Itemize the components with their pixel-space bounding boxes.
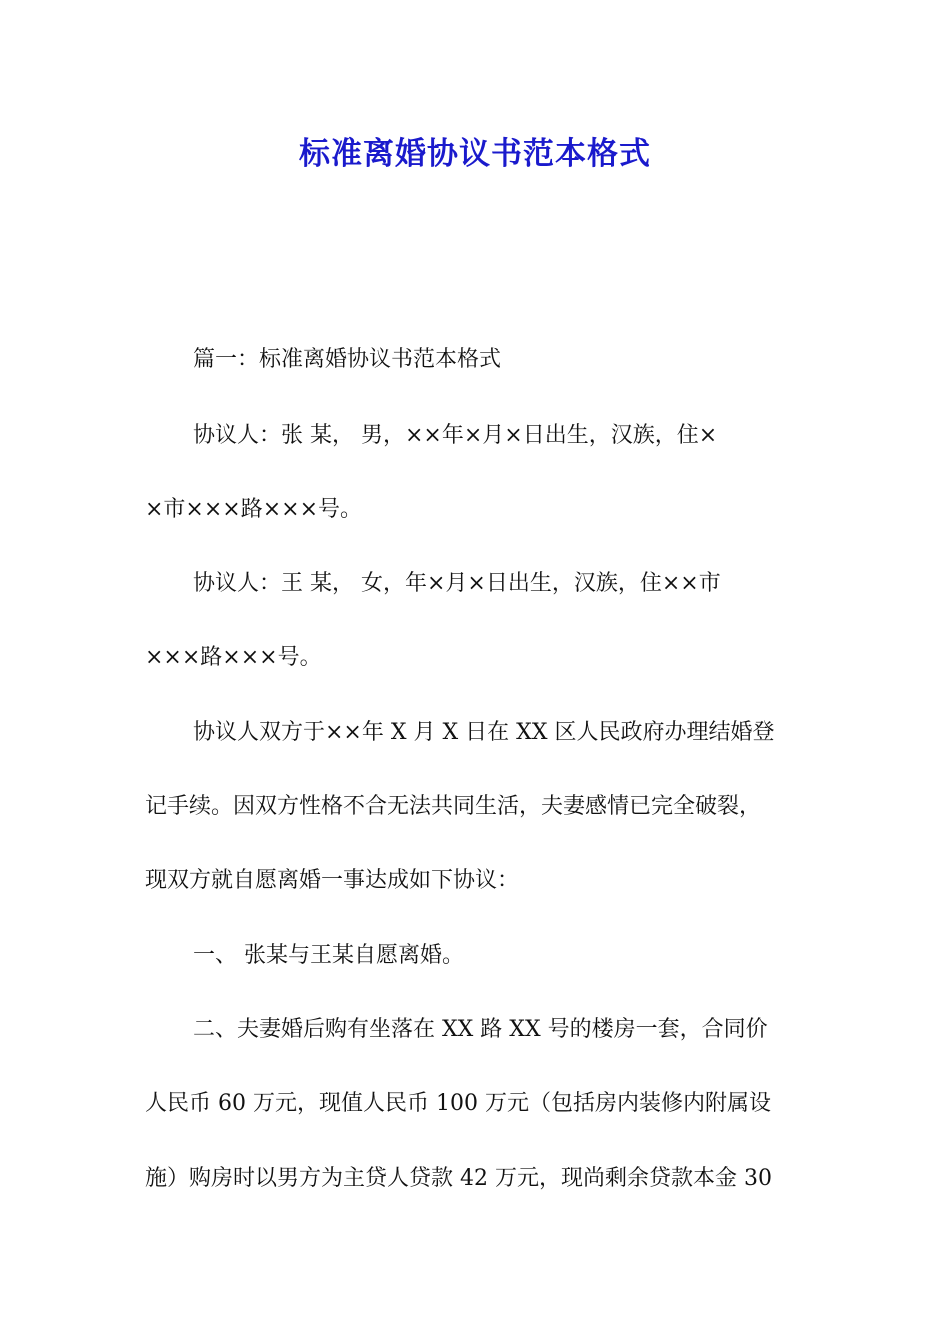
paragraph-line: 协议人：王 某， 女，年×月×日出生，汉族，住××市 <box>193 571 721 596</box>
paragraph-line: ×××路×××号。 <box>145 645 322 670</box>
section-heading: 篇一：标准离婚协议书范本格式 <box>193 347 502 372</box>
paragraph-line: 记手续。因双方性格不合无法共同生活，夫妻感情已完全破裂， <box>145 794 762 819</box>
paragraph-line: 一、 张某与王某自愿离婚。 <box>193 943 464 968</box>
paragraph-line: 协议人双方于××年 X 月 X 日在 XX 区人民政府办理结婚登 <box>193 720 775 745</box>
paragraph-line: ×市×××路×××号。 <box>145 497 363 522</box>
paragraph-line: 现双方就自愿离婚一事达成如下协议： <box>145 868 520 893</box>
document-title: 标准离婚协议书范本格式 <box>299 136 651 172</box>
paragraph-line: 协议人：张 某， 男，××年×月×日出生，汉族，住× <box>193 423 718 448</box>
paragraph-line: 施）购房时以男方为主贷人贷款 42 万元，现尚剩余贷款本金 30 <box>145 1166 772 1191</box>
paragraph-line: 二、夫妻婚后购有坐落在 XX 路 XX 号的楼房一套，合同价 <box>193 1017 768 1042</box>
paragraph-line: 人民币 60 万元，现值人民币 100 万元（包括房内装修内附属设 <box>145 1091 771 1116</box>
